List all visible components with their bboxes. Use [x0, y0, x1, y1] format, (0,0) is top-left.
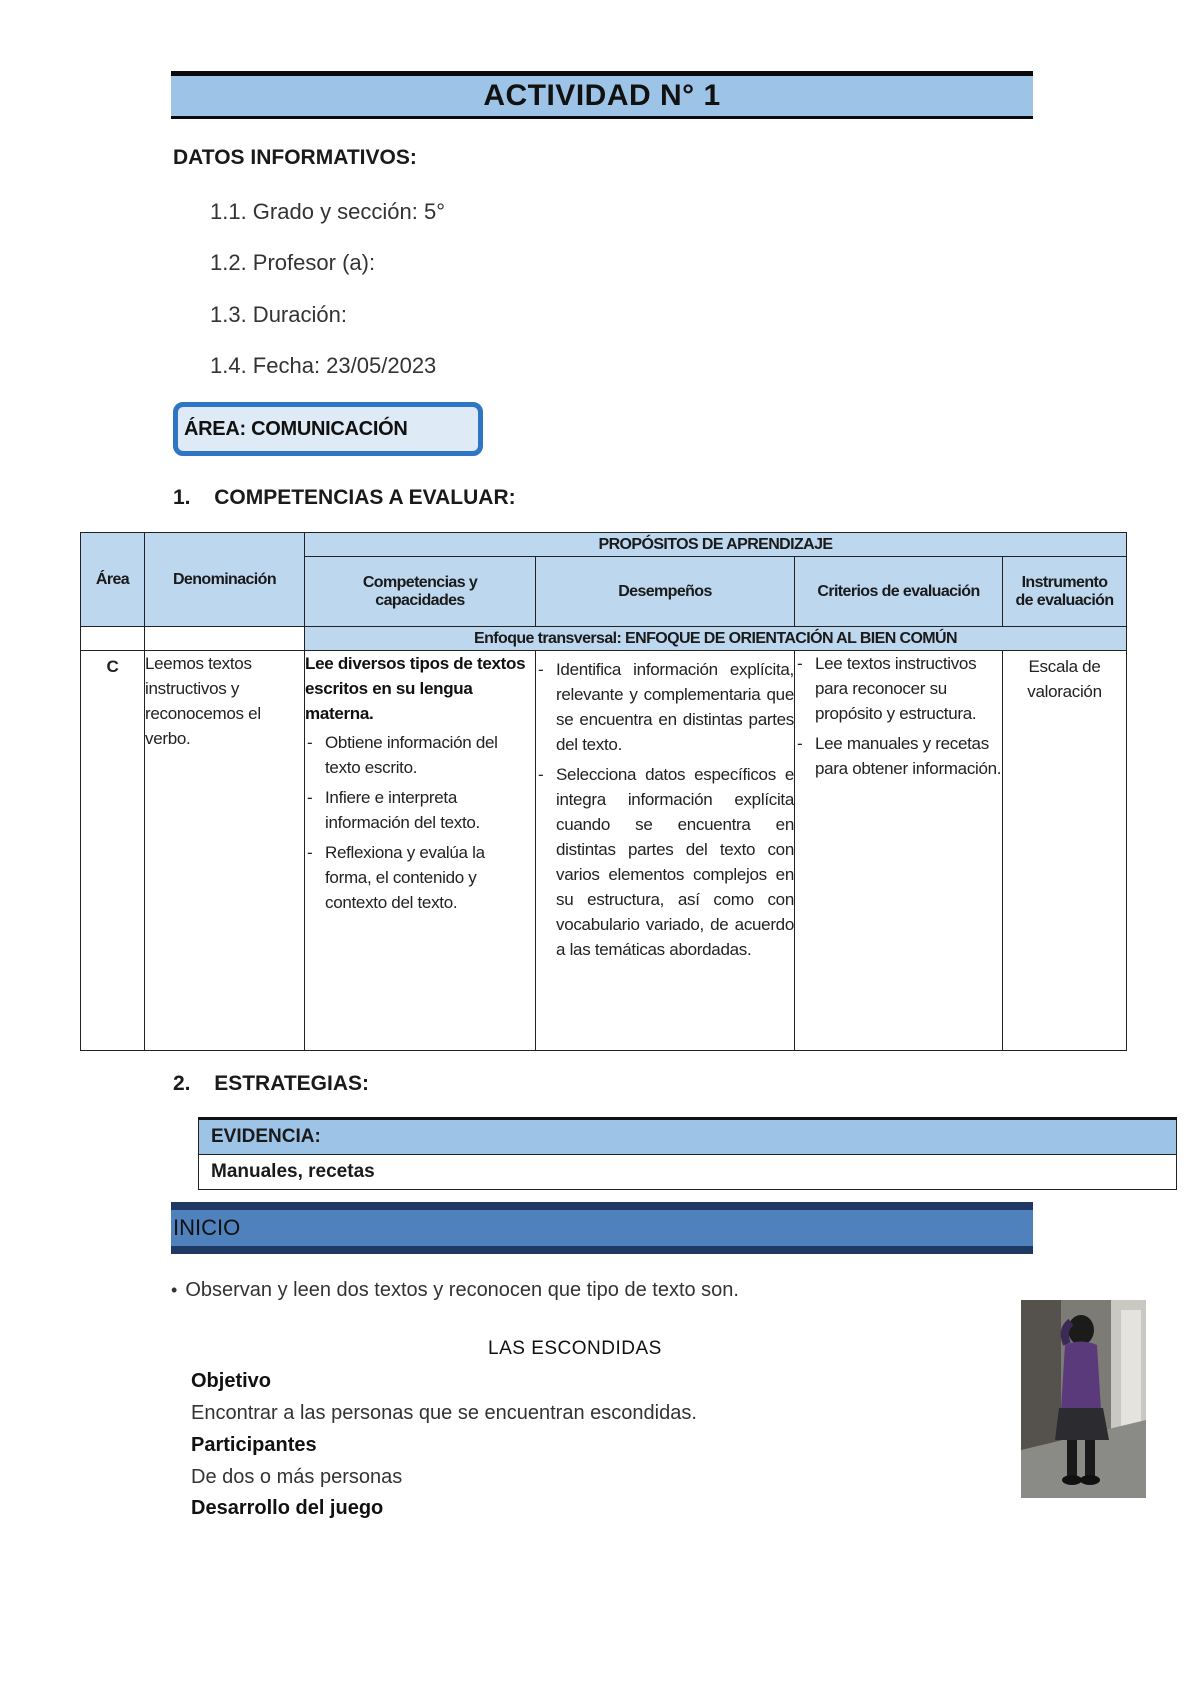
inicio-bullet-item: [171, 1279, 739, 1302]
evidencia-value: Manuales, recetas: [199, 1155, 1177, 1190]
capacidad-item: - Reflexiona y evalúa la forma, el contenido y contexto del texto.: [305, 840, 535, 915]
capacidad-item: - Obtiene información del texto escrito.: [305, 730, 535, 780]
header-desempenos: Desempeños: [536, 557, 795, 627]
datos-heading: DATOS INFORMATIVOS:: [173, 146, 417, 169]
header-instrumento: Instrumento de evaluación: [1003, 557, 1127, 627]
participantes-label: Participantes: [191, 1434, 317, 1456]
capacidades-list: [305, 730, 535, 915]
juego-title: LAS ESCONDIDAS: [488, 1338, 662, 1359]
desarrollo-label: Desarrollo del juego: [191, 1497, 384, 1519]
cell-criterios: [795, 651, 1003, 1051]
evidencia-label: EVIDENCIA:: [199, 1119, 1177, 1155]
criterio-item: - Lee manuales y recetas para obtener información.: [795, 731, 1002, 781]
photo-illustration: [1021, 1300, 1146, 1498]
header-area: Área: [81, 533, 145, 627]
competencias-table: [80, 532, 1127, 1051]
competencias-heading: [173, 486, 516, 510]
competencias-number: 1.: [173, 486, 191, 509]
cell-instrumento: Escala de valoración: [1003, 651, 1127, 1051]
header-propositos: PROPÓSITOS DE APRENDIZAJE: [305, 533, 1127, 557]
criterio-item: - Lee textos instructivos para reconocer su propósito y estructura.: [795, 651, 1002, 726]
area-label: ÁREA: COMUNICACIÓN: [184, 417, 408, 440]
evidencia-table: [198, 1117, 1177, 1190]
header-denominacion: Denominación: [145, 533, 305, 627]
header-criterios: Criterios de evaluación: [795, 557, 1003, 627]
photo-child-hiding: [1021, 1300, 1146, 1498]
page-title: ACTIVIDAD N° 1: [483, 79, 721, 112]
area-box: [173, 402, 483, 456]
participantes-text: De dos o más personas: [191, 1466, 403, 1488]
inicio-label: INICIO: [173, 1215, 241, 1240]
info-grado: 1.1. Grado y sección: 5°: [210, 199, 446, 224]
objetivo-text: Encontrar a las personas que se encuentran escondidas.: [191, 1402, 697, 1424]
competencia-title: Lee diversos tipos de textos escritos en su lengua materna.: [305, 654, 526, 723]
info-duracion: 1.3. Duración:: [210, 302, 347, 327]
enfoque-transversal: Enfoque transversal: ENFOQUE DE ORIENTACIÓN AL BIEN COMÚN: [305, 627, 1127, 651]
cell-competencias: [305, 651, 536, 1051]
estrategias-heading: [173, 1072, 369, 1096]
cell-area: C: [81, 651, 145, 1051]
bullet-icon: •: [171, 1280, 178, 1300]
estrategias-title: ESTRATEGIAS:: [214, 1072, 369, 1095]
capacidad-item: - Infiere e interpreta información del texto.: [305, 785, 535, 835]
desempeno-item: - Identifica información explícita, relevante y complementaria que se encuentra en distintas partes del texto.: [536, 657, 794, 757]
title-banner: [171, 71, 1033, 119]
competencias-title: COMPETENCIAS A EVALUAR:: [214, 486, 516, 509]
desempeno-item: - Selecciona datos específicos e integra información explícita cuando se encuentra en distintas partes del texto con varios elementos complejos en su estructura, así como con vocabulario variado, de acuerdo a las temáticas abordadas.: [536, 762, 794, 962]
cell-desempenos: [536, 651, 795, 1051]
objetivo-label: Objetivo: [191, 1370, 272, 1392]
estrategias-number: 2.: [173, 1072, 191, 1095]
desempenos-list: [536, 657, 794, 962]
inicio-bullet-text: Observan y leen dos textos y reconocen que tipo de texto son.: [185, 1279, 739, 1301]
inicio-banner: [171, 1202, 1033, 1254]
criterios-list: [795, 651, 1002, 781]
info-profesor: 1.2. Profesor (a):: [210, 250, 376, 275]
header-competencias: Competencias y capacidades: [305, 557, 536, 627]
info-fecha: 1.4. Fecha: 23/05/2023: [210, 353, 437, 378]
cell-denominacion: Leemos textos instructivos y reconocemos el verbo.: [145, 651, 305, 1051]
